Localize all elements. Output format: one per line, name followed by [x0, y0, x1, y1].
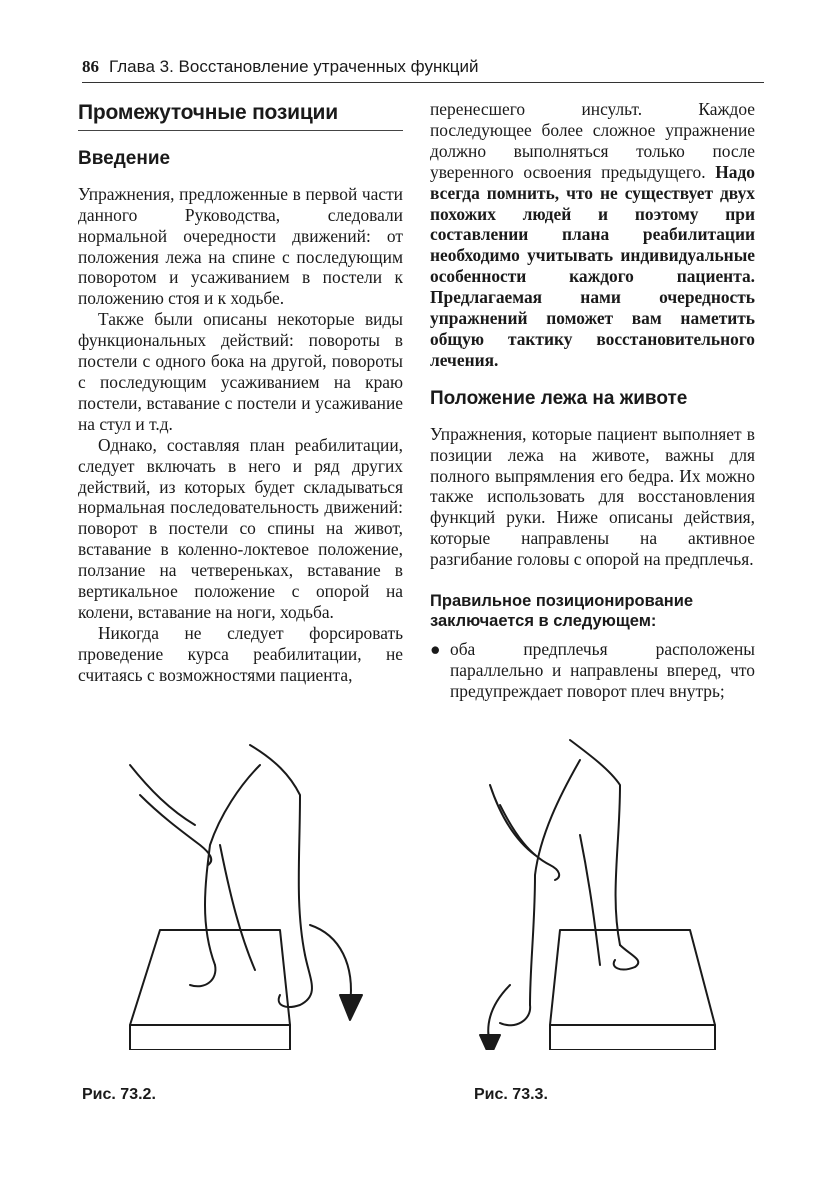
header-rule	[82, 82, 764, 83]
list-item	[430, 639, 755, 702]
list-label: Правильное позиционирование заключается в следующем:	[430, 592, 694, 631]
figure-caption: Рис. 73.3.	[474, 1086, 548, 1103]
page-number: 86	[82, 57, 99, 76]
list-item-text: оба предплечья расположены параллельно и направлены вперед, что предупреждает поворот плеч внутрь;	[450, 639, 755, 701]
figure-73-2	[100, 705, 400, 1050]
chapter-title: Глава 3. Восстановление утраченных функций	[109, 57, 479, 76]
emphasis-text: Надо всегда помнить, что не существует двух похожих людей и поэтому при составлении плана реабилитации необходимо учитывать индивидуальные особенности каждого пациента. Предлагаемая нами очередность упражнений поможет вам наметить общую тактику восстановительного лечения.	[430, 161, 755, 370]
running-header	[82, 57, 762, 81]
paragraph: Также были описаны некоторые виды функциональных действий: повороты в постели с одного бока на другой, повороты с последующим усаживанием на краю постели, вставание с постели и усаживание на стул и т.д.	[78, 309, 403, 434]
bullet-icon: ●	[430, 639, 441, 660]
section-title: Промежуточные позиции	[78, 103, 403, 131]
paragraph: Никогда не следует форсировать проведение курса реабилитации, не считаясь с возможностями пациента,	[78, 622, 403, 685]
illustration-standing-from-kneeling	[100, 705, 400, 1050]
figure-73-3	[470, 705, 750, 1050]
right-column	[430, 99, 755, 702]
figure-caption: Рис. 73.2.	[82, 1086, 156, 1103]
left-column	[78, 100, 403, 686]
illustration-stepping-off-mat	[470, 705, 750, 1050]
paragraph: Упражнения, которые пациент выполняет в позиции лежа на животе, важны для полного выпрямления его бедра. Их можно также использовать для восстановления функций руки. Ниже описаны действия, которые направлены на активное разгибание головы с опорой на предплечья.	[430, 423, 755, 570]
subheading-intro: Введение	[78, 147, 171, 169]
paragraph	[430, 99, 755, 371]
paragraph: Однако, составляя план реабилитации, следует включать в него и ряд других действий, из которых будет складываться нормальная последовательность движений: поворот в постели со спины на живот, вставание в коленно-локтевое положение, ползание на четвереньках, вставание в вертикальное положение с опорой на колени, вставание на ноги, ходьба.	[78, 434, 403, 622]
paragraph-text: перенесшего инсульт. Каждое последующее более сложное упражнение должно выполняться только после уверенного освоения предыдущего.	[430, 99, 755, 182]
subheading-prone: Положение лежа на животе	[430, 387, 688, 409]
paragraph: Упражнения, предложенные в первой части данного Руководства, следовали нормальной очередности движений: от положения лежа на спине с последующим поворотом и усаживанием в постели к положению стоя и к ходьбе.	[78, 183, 403, 309]
